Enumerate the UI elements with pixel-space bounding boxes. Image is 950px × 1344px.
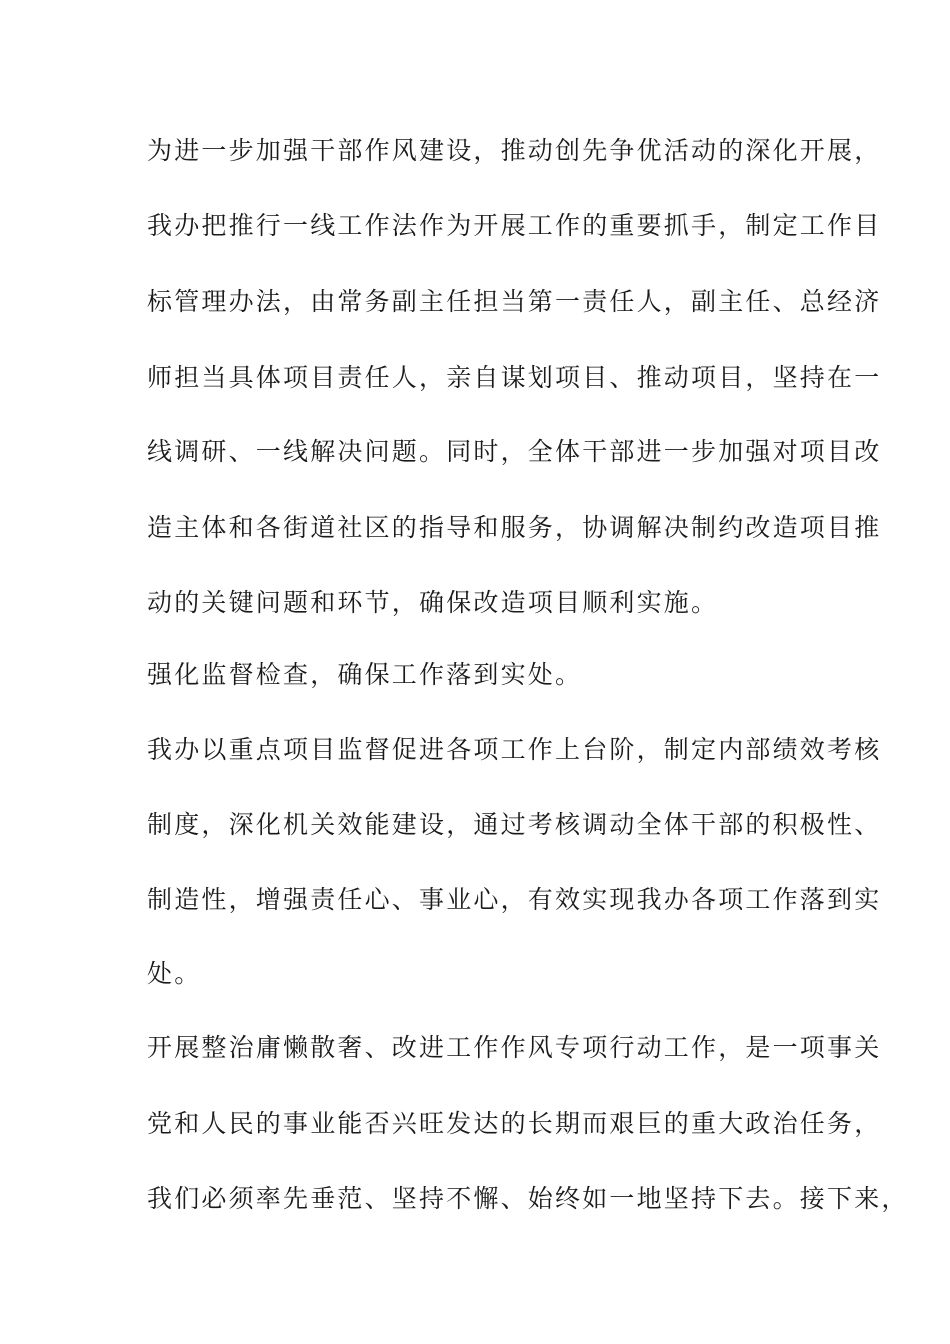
text-line: 动的关键问题和环节，确保改造项目顺利实施。 [147, 588, 719, 617]
text-line: 师担当具体项目责任人，亲自谋划项目、推动项目，坚持在一 [147, 363, 882, 392]
text-line: 开展整治庸懒散奢、改进工作作风专项行动工作，是一项事关 [147, 1033, 882, 1062]
text-line: 我们必须率先垂范、坚持不懈、始终如一地坚持下去。接下来， [147, 1184, 909, 1213]
text-line: 党和人民的事业能否兴旺发达的长期而艰巨的重大政治任务， [147, 1109, 882, 1138]
text-line: 制度，深化机关效能建设，通过考核调动全体干部的积极性、 [147, 810, 882, 839]
text-line: 我办把推行一线工作法作为开展工作的重要抓手，制定工作目 [147, 211, 882, 240]
text-line: 为进一步加强干部作风建设，推动创先争优活动的深化开展， [147, 136, 882, 165]
text-line: 造主体和各街道社区的指导和服务，协调解决制约改造项目推 [147, 513, 882, 542]
text-line: 制造性，增强责任心、事业心，有效实现我办各项工作落到实 [147, 885, 882, 914]
text-line: 处。 [147, 959, 202, 988]
text-line: 强化监督检查，确保工作落到实处。 [147, 660, 583, 689]
text-line: 标管理办法，由常务副主任担当第一责任人，副主任、总经济 [147, 287, 882, 316]
text-line: 线调研、一线解决问题。同时，全体干部进一步加强对项目改 [147, 437, 882, 466]
text-line: 我办以重点项目监督促进各项工作上台阶，制定内部绩效考核 [147, 735, 882, 764]
